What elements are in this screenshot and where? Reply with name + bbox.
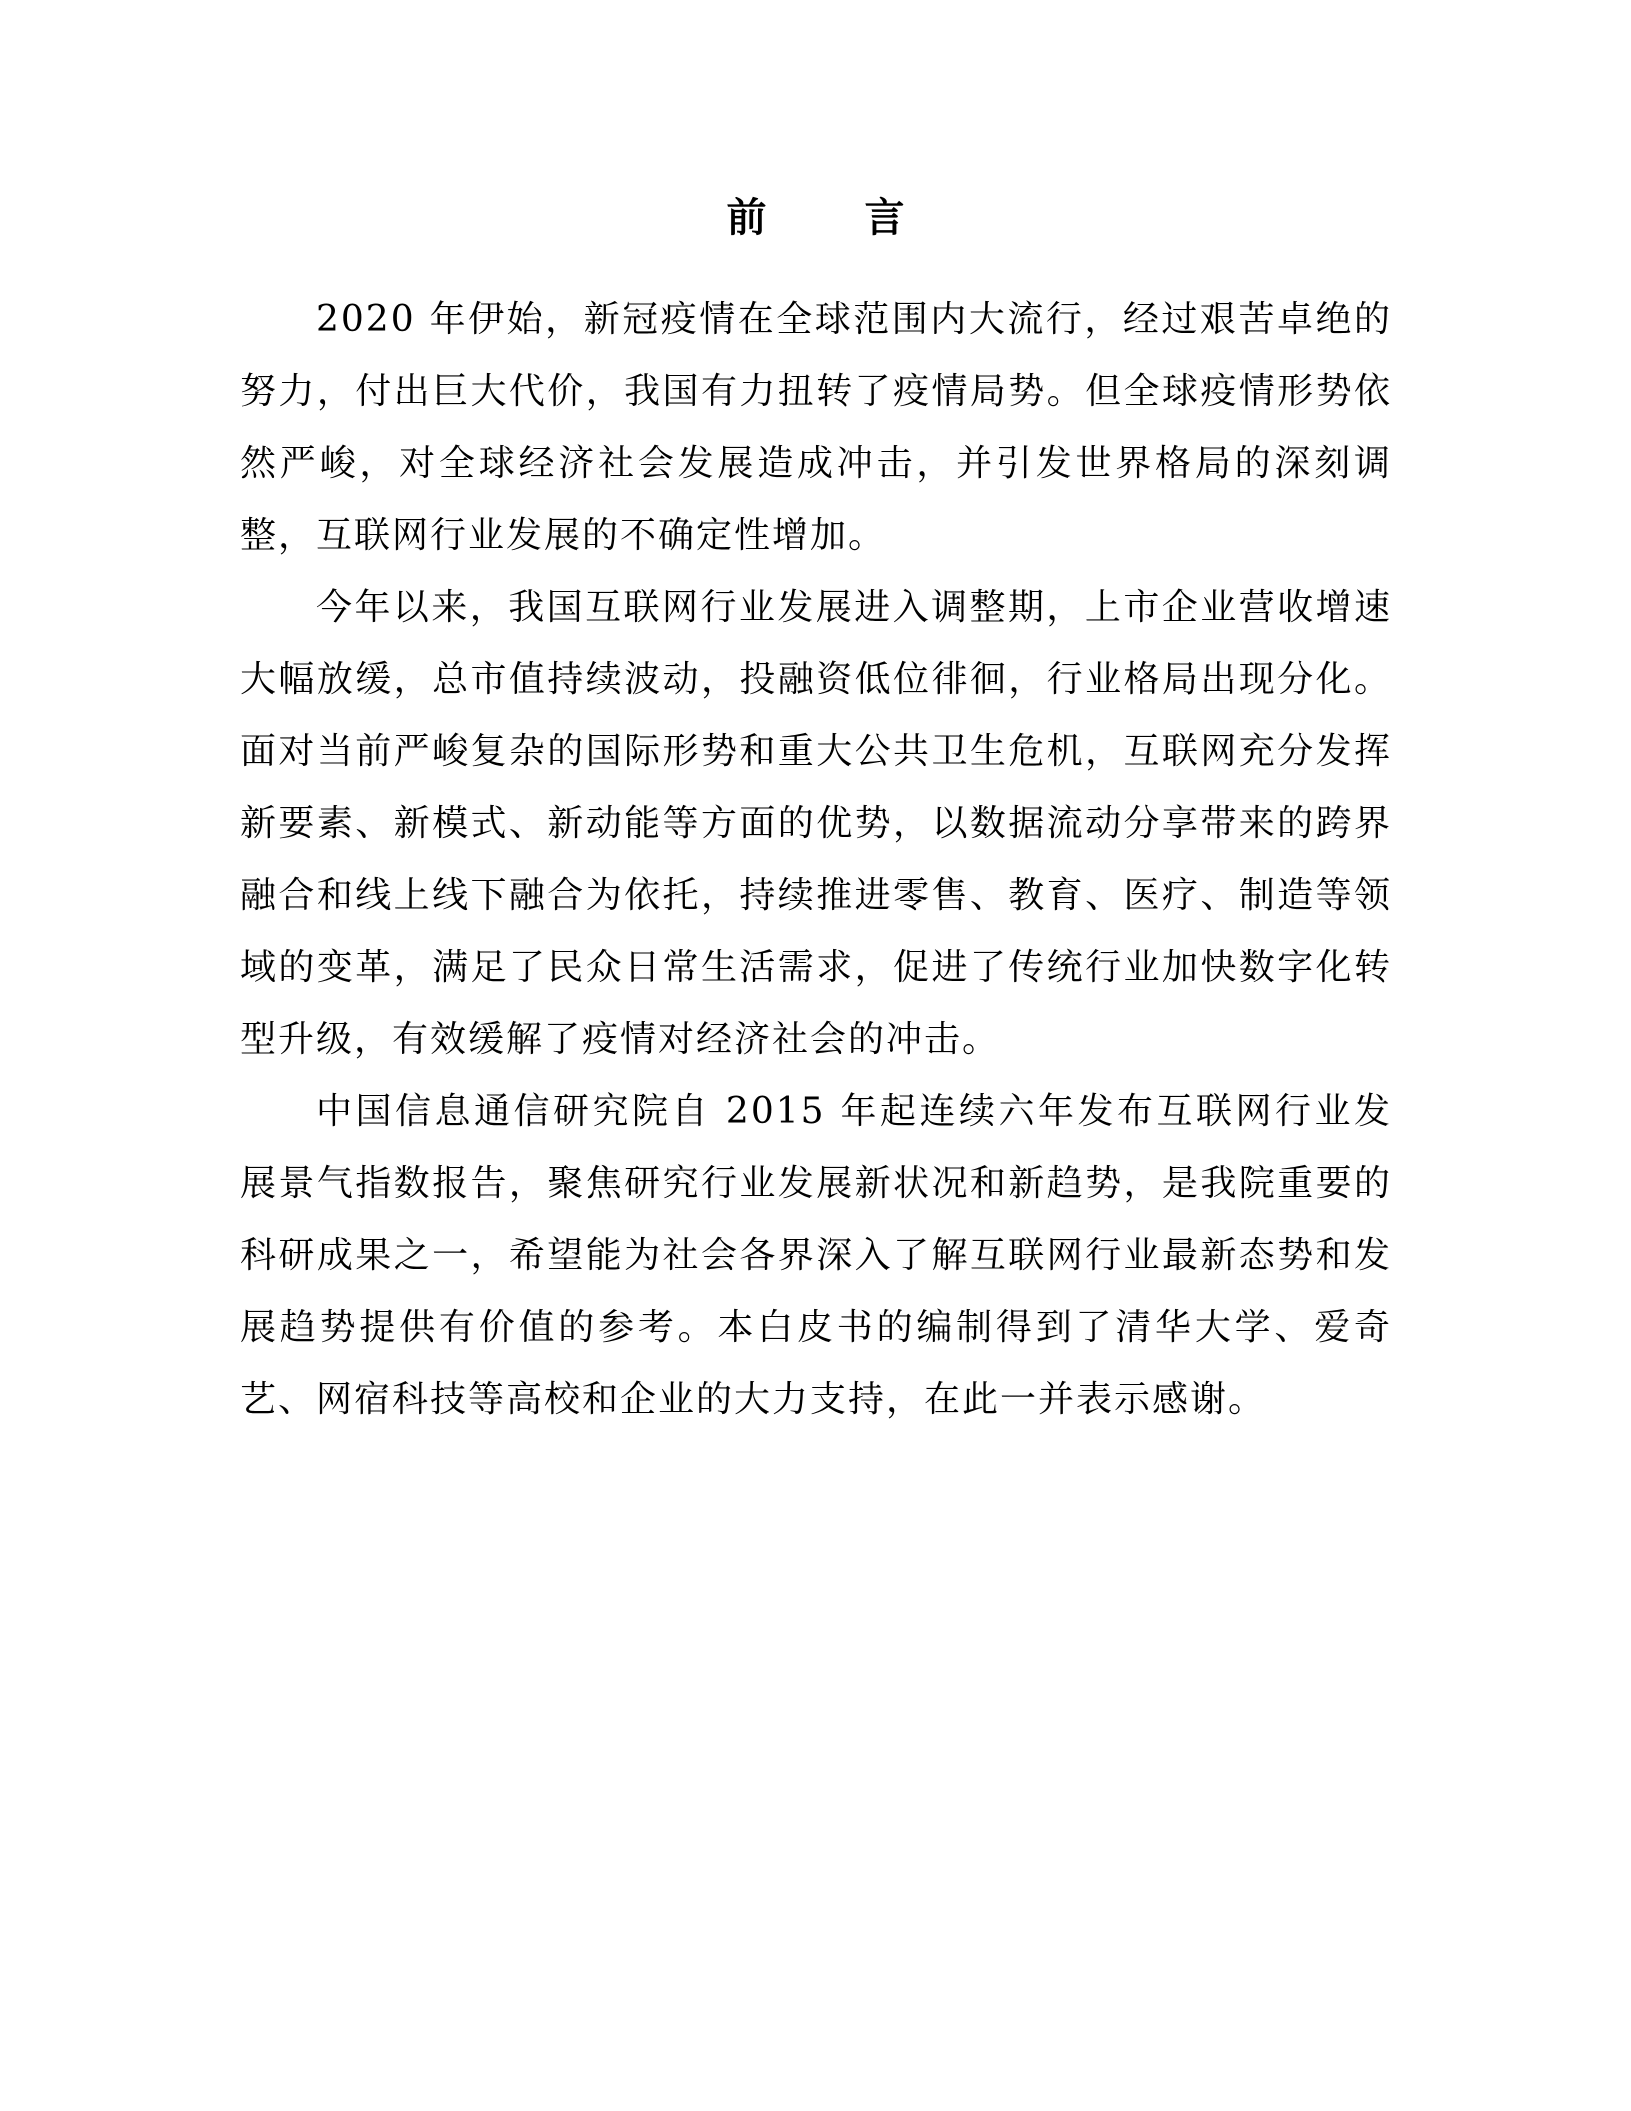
- paragraph-1: 2020 年伊始，新冠疫情在全球范围内大流行，经过艰苦卓绝的努力，付出巨大代价，我国有力扭转了疫情局势。但全球疫情形势依然严峻，对全球经济社会发展造成冲击，并引发世界格局的深刻调整，互联网行业发展的不确定性增加。: [240, 299, 1392, 556]
- paragraph-2: 今年以来，我国互联网行业发展进入调整期，上市企业营收增速大幅放缓，总市值持续波动，投融资低位徘徊，行业格局出现分化。面对当前严峻复杂的国际形势和重大公共卫生危机，互联网充分发挥新要素、新模式、新动能等方面的优势，以数据流动分享带来的跨界融合和线上线下融合为依托，持续推进零售、教育、医疗、制造等领域的变革，满足了民众日常生活需求，促进了传统行业加快数字化转型升级，有效缓解了疫情对经济社会的冲击。: [240, 587, 1392, 1060]
- paragraph-3: 中国信息通信研究院自 2015 年起连续六年发布互联网行业发展景气指数报告，聚焦研究行业发展新状况和新趋势，是我院重要的科研成果之一，希望能为社会各界深入了解互联网行业最新态势和发展趋势提供有价值的参考。本白皮书的编制得到了清华大学、爱奇艺、网宿科技等高校和企业的大力支持，在此一并表示感谢。: [240, 1091, 1392, 1420]
- page-title: 前 言: [726, 195, 947, 241]
- document-body: [240, 284, 1392, 1436]
